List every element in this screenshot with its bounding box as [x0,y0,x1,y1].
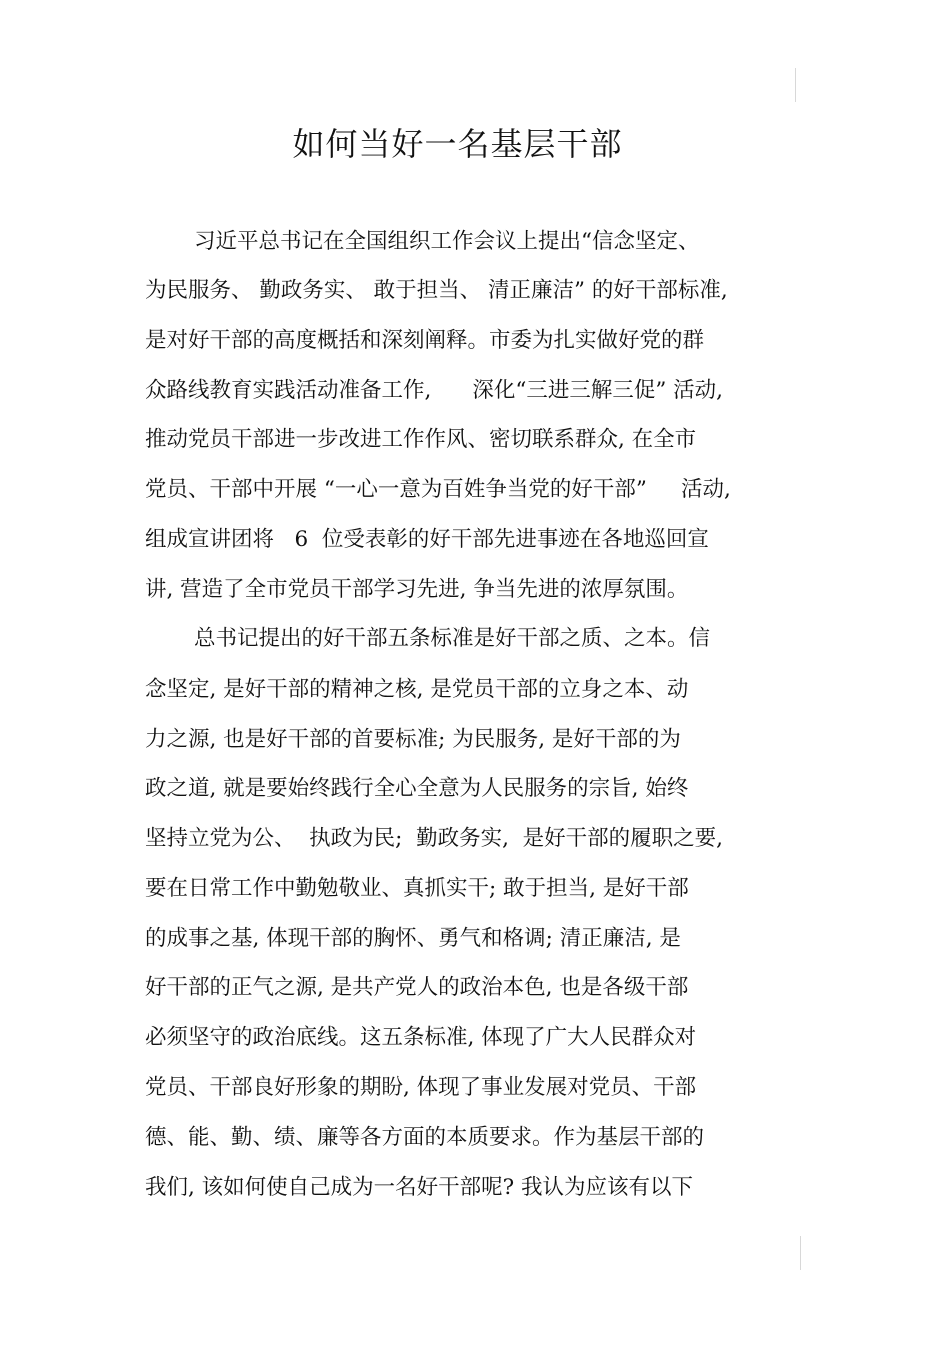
body-line: 坚持立党为公、 执政为民; 勤政务实, 是好干部的履职之要, [145,826,723,851]
body-line: 讲, 营造了全市党员干部学习先进, 争当先进的浓厚氛围。 [145,577,689,602]
body-line: 习近平总书记在全国组织工作会议上提出“信念坚定、 [194,229,700,254]
body-line: 念坚定, 是好干部的精神之核, 是党员干部的立身之本、动 [145,677,689,702]
document-title: 如何当好一名基层干部 [292,125,623,163]
crop-mark-top [795,68,796,102]
body-line: 党员、干部良好形象的期盼, 体现了事业发展对党员、干部 [145,1075,697,1100]
body-line: 推动党员干部进一步改进工作作风、密切联系群众, 在全市 [145,427,697,452]
body-line: 的成事之基, 体现干部的胸怀、勇气和格调; 清正廉洁, 是 [145,926,681,951]
body-line: 力之源, 也是好干部的首要标准; 为民服务, 是好干部的为 [145,727,681,752]
body-line: 众路线教育实践活动准备工作, 深化“三进三解三促” 活动, [145,378,723,403]
body-line: 我们, 该如何使自己成为一名好干部呢? 我认为应该有以下 [145,1175,694,1200]
body-line: 党员、干部中开展 “一心一意为百姓争当党的好干部” 活动, [145,477,731,502]
body-line: 好干部的正气之源, 是共产党人的政治本色, 也是各级干部 [145,975,689,1000]
body-line: 组成宣讲团将 6 位受表彰的好干部先进事迹在各地巡回宣 [145,527,709,552]
body-line: 为民服务、 勤政务实、 敢于担当、 清正廉洁” 的好干部标准, [145,278,728,303]
body-line: 必须坚守的政治底线。这五条标准, 体现了广大人民群众对 [145,1025,697,1050]
crop-mark-bottom [800,1236,801,1270]
body-line: 是对好干部的高度概括和深刻阐释。市委为扎实做好党的群 [145,328,705,353]
body-line: 总书记提出的好干部五条标准是好干部之质、之本。信 [194,626,711,651]
body-line: 政之道, 就是要始终践行全心全意为人民服务的宗旨, 始终 [145,776,689,801]
body-line: 要在日常工作中勤勉敬业、真抓实干; 敢于担当, 是好干部 [145,876,689,901]
body-line: 德、能、勤、绩、廉等各方面的本质要求。作为基层干部的 [145,1125,705,1150]
